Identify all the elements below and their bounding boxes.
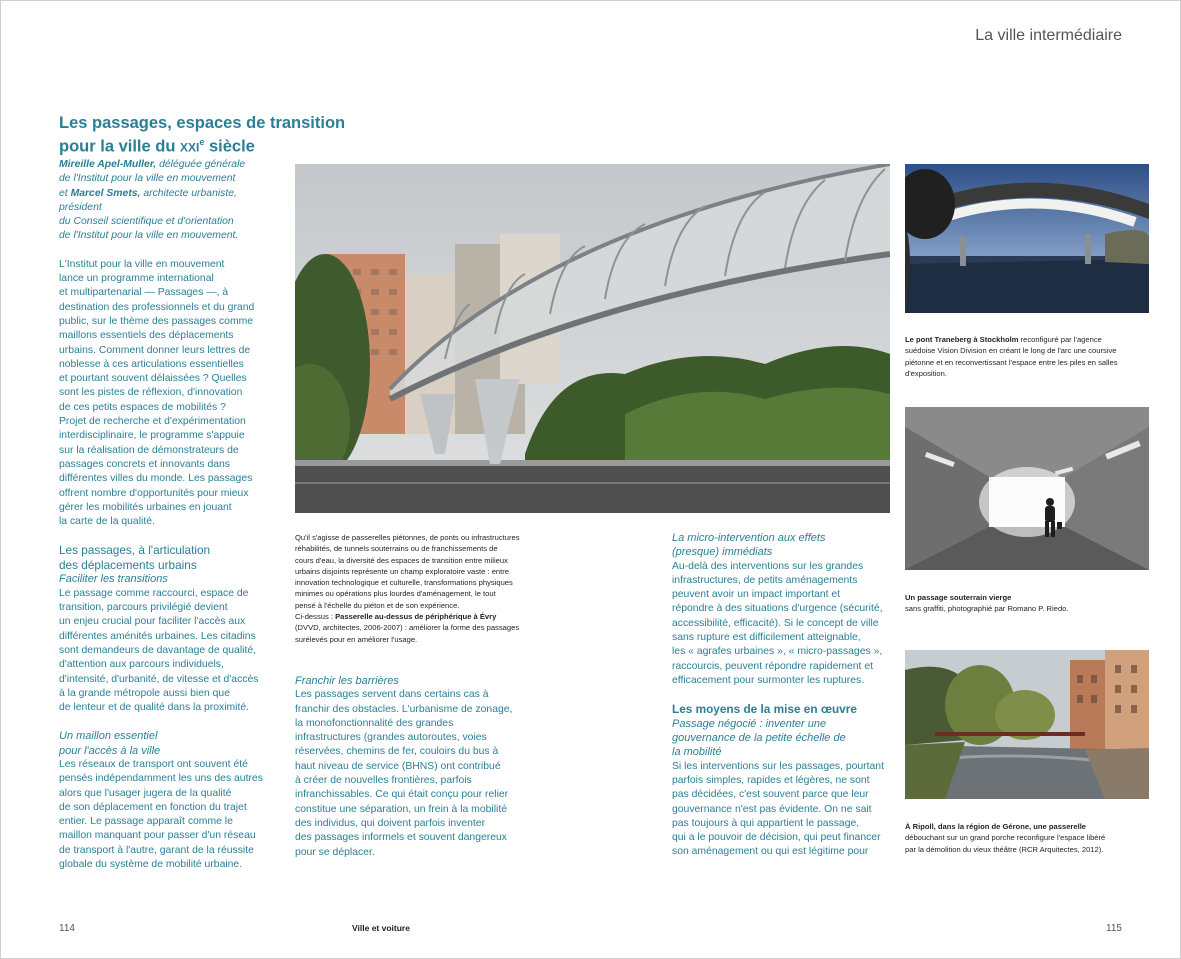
section-heading: des déplacements urbains bbox=[59, 557, 197, 572]
main-caption-title: Passerelle au-dessus de périphérique à Évry bbox=[335, 612, 497, 622]
article-title bbox=[59, 114, 359, 157]
page-number-left: 114 bbox=[59, 923, 75, 934]
title-line-1: Les passages, espaces de transition bbox=[59, 114, 346, 132]
subsection-heading: Franchir les barrières bbox=[295, 675, 399, 687]
author-2: Marcel Smets, bbox=[70, 187, 141, 199]
bridge-arch-caption: Le pont Traneberg à Stockholm reconfiguré par l'agence suédoise Vision Division en créant le long de l'arc une coursive piétonne et en reconvertissant l'espace entre les piles en salles d'exposition. bbox=[905, 335, 1118, 378]
century-numeral: xxi bbox=[180, 137, 200, 156]
section-maillon: Un maillon essentiel pour l'accès à la ville Les réseaux de transport ont souvent été pensés indépendamment les uns des autres alors que l'usager jugera de la qualité de son déplacement en fonction du trajet entier. Le passage apparaît comme le maillon manquant pour passer d'un réseau de transport à l'autre, garant de la réussite globale du système de mobilité urbaine. bbox=[59, 729, 274, 872]
section-franchir: Franchir les barrières Les passages servent dans certains cas à franchir des obstacles. L'urbanisme de zonage, la monofonctionnalité des grandes infrastructures (grandes autoroutes, voies réservées, chemins de fer, couloirs du bus à haut niveau de service (BHNS) ont contribué à créer de nouvelles frontières, parfois infranchissables. Ce qui était conçu pour relier constitue une séparation, un frein à la mobilité des individus, qui doivent parfois inventer des passages informels et souvent dangereux pour se déplacer. bbox=[295, 674, 530, 860]
subsection-heading: (presque) immédiats bbox=[672, 546, 773, 559]
century-sup: e bbox=[199, 137, 205, 147]
subsection-heading: pour l'accès à la ville bbox=[59, 744, 161, 757]
bridge-arch-photo bbox=[905, 164, 1149, 313]
intro-paragraph: L'Institut pour la ville en mouvement lance un programme international et multipartenarial — Passages —, à destination des professionnels et du grand public, sur le thème des passages comme maillons essentiels des déplacements urbains. Comment donner leurs lettres de noblesse à ces articulations essentielles et pourtant souvent délaissées ? Quelles sont les pistes de réflexion, d'innovation de ces petits espaces de mobilités ? Projet de recherche et d'expérimentation interdisciplinaire, le programme s'appuie sur la réalisation de démonstrateurs de passages concrets et innovants dans différentes villes du monde. Les passages offrent nombre d'opportunités pour mieux gérer les mobilités urbaines en jouant la carte de la qualité. bbox=[59, 258, 255, 528]
footbridge-photo bbox=[295, 164, 890, 513]
subsection-heading: Un maillon essentiel bbox=[59, 730, 158, 743]
author-1: Mireille Apel-Muller, bbox=[59, 159, 157, 170]
section-heading: Les passages, à l'articulation bbox=[59, 543, 211, 558]
subsection-heading: La micro-intervention aux effets bbox=[672, 532, 826, 544]
subsection-heading: Passage négocié : inventer une bbox=[672, 717, 827, 730]
running-head: La ville intermédiaire bbox=[975, 27, 1122, 44]
title-line-2: pour la ville du xxi$^e$ siècle bbox=[59, 137, 255, 156]
river-footbridge-caption: À Ripoll, dans la région de Gérone, une passerelle débouchant sur un grand porche reconfigure l'espace libéré par la démolition du vieux théâtre (RCR Arquitectes, 2012). bbox=[905, 822, 1106, 854]
page-number-right: 115 bbox=[1106, 923, 1122, 934]
underpass-tunnel-photo bbox=[905, 407, 1149, 570]
subsection-heading: la mobilité bbox=[672, 746, 722, 759]
column-left bbox=[59, 158, 274, 872]
river-footbridge-photo bbox=[905, 650, 1149, 799]
column-middle bbox=[295, 532, 530, 659]
underpass-caption: Un passage souterrain vierge sans graffiti, photographié par Romano P. Riedo. bbox=[905, 593, 1069, 614]
section-articulation: Les passages, à l'articulation des déplacements urbains Faciliter les transitions Le passage comme raccourci, espace de transition, parcours privilégié devient un enjeu crucial pour faciliter l'accès aux différentes aménités urbaines. Les citadins sont demandeurs de davantage de qualité, d'attention aux parcours individuels, d'intensité, d'urbanité, de vitesse et d'accès à la grande métropole aussi bien que de lenteur et de qualité dans la proximité. bbox=[59, 543, 274, 715]
section-micro-intervention: La micro-intervention aux effets (presque) immédiats Au-delà des interventions sur les grandes infrastructures, de petits aménagements peuvent avoir un impact important et répondre à des situations d'urgence (sécurité, accessibilité, efficacité). Si le concept de ville sans rupture est difficilement atteignable, les « agrafes urbaines », « micro-passages », raccourcis, peuvent répondre rapidement et efficacement pour surmonter les ruptures. bbox=[672, 531, 892, 688]
publication-title: Ville et voiture bbox=[352, 923, 410, 933]
main-photo-caption: Qu'il s'agisse de passerelles piétonnes, de ponts ou infrastructures réhabilités, de tunnels souterrains ou de franchissements de cours d'eau, la diversité des espaces de transition entre milieux urbains disjoints représente un champ exploratoire vaste : entre innovation technologique et culturelle, transformations physiques minimes ou opérations plus lourdes d'aménagement, le tout pensé à l'échelle du piéton et de son expérience. Ci-dessus : Passerelle au-dessus de périphérique à Évry (DVVD, architectes, 2006-2007) : améliorer la forme des passages surélevés pour en améliorer l'usage. bbox=[295, 533, 520, 644]
byline: Mireille Apel-Muller, déléguée générale de l'Institut pour la ville en mouvement et Marcel Smets, architecte urbaniste, président du Conseil scientifique et d'orientation de l'Institut pour la ville en mouvement. bbox=[59, 159, 246, 242]
section-heading: Les moyens de la mise en œuvre bbox=[672, 702, 857, 717]
section-moyens: Les moyens de la mise en œuvre Passage négocié : inventer une gouvernance de la petite échelle de la mobilité Si les interventions sur les passages, pourtant parfois simples, rapides et légères, ne sont pas décidées, c'est souvent parce que leur gouvernance n'est pas évidente. On ne sait pas toujours à qui appartient le passage, qui a le pouvoir de décision, qui peut financer son aménagement ou qui est légitime pour bbox=[672, 702, 892, 859]
subsection-heading: Faciliter les transitions bbox=[59, 573, 168, 586]
column-right-text bbox=[672, 531, 892, 860]
subsection-heading: gouvernance de la petite échelle de bbox=[672, 732, 846, 745]
